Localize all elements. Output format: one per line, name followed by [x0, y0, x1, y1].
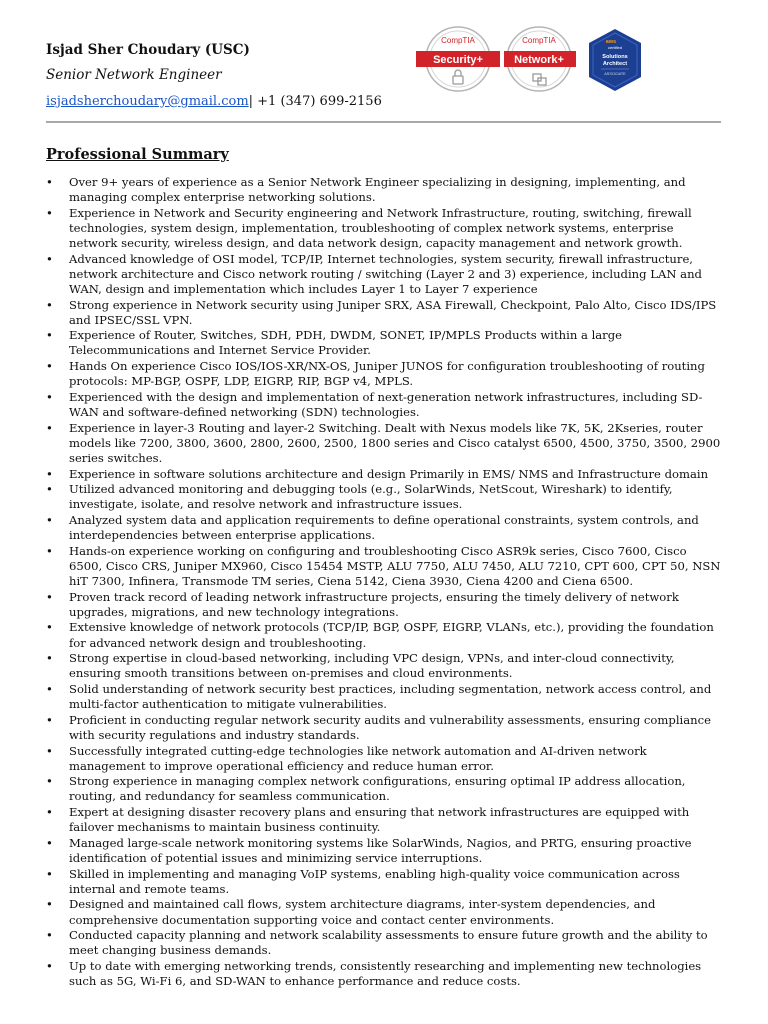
- network-badge-label: Network+: [514, 54, 564, 66]
- list-item: • Proven track record of leading network infrastructure projects, ensuring the timely delivery of network upgrades, migrations, and new technology integrations.: [46, 590, 722, 620]
- list-item: • Utilized advanced monitoring and debugging tools (e.g., SolarWinds, NetScout, Wireshark) to identify, investigate, isolate, and resolve network and infrastructure issues.: [46, 482, 722, 512]
- aws-line1: Solutions: [602, 54, 628, 60]
- list-item: • Experienced with the design and implementation of next-generation network infrastructures, including SD-WAN and software-defined networking (SDN) technologies.: [46, 390, 722, 420]
- security-badge-brand: CompTIA: [441, 36, 475, 45]
- list-item: • Experience in software solutions architecture and design Primarily in EMS/ NMS and Infrastructure domain: [46, 467, 722, 482]
- list-item: • Experience of Router, Switches, SDH, PDH, DWDM, SONET, IP/MPLS Products within a large Telecommunications and Internet Service Provider.: [46, 328, 722, 358]
- professional-summary-heading: Professional Summary: [46, 146, 229, 163]
- network-badge-brand: CompTIA: [522, 36, 556, 45]
- security-badge-label: Security+: [433, 54, 483, 66]
- list-item: • Hands On experience Cisco IOS/IOS-XR/NX-OS, Juniper JUNOS for configuration troubleshooting of routing protocols: MP-BGP, OSPF, LDP, EIGRP, RIP, BGP v4, MPLS.: [46, 359, 722, 389]
- job-title: Senior Network Engineer: [46, 67, 222, 83]
- list-item: • Experience in Network and Security engineering and Network Infrastructure, routing, switching, firewall technologies, system design, implementation, troubleshooting of complex network systems, enterprise network security, wireless design, and data network design, capacity management and network growth.: [46, 206, 722, 251]
- list-item: • Advanced knowledge of OSI model, TCP/IP, Internet technologies, system security, firewall infrastructure, network architecture and Cisco network routing / switching (Layer 2 and 3) experience, including LAN and WAN, design and implementation which includes Layer 1 to Layer 7 experience: [46, 252, 722, 297]
- list-item: • Strong experience in Network security using Juniper SRX, ASA Firewall, Checkpoint, Palo Alto, Cisco IDS/IPS and IPSEC/SSL VPN.: [46, 298, 722, 328]
- aws-solutions-architect-badge: [585, 28, 645, 92]
- list-item: • Skilled in implementing and managing VoIP systems, enabling high-quality voice communication across internal and remote teams.: [46, 867, 722, 897]
- list-item: • Analyzed system data and application requirements to define operational constraints, system controls, and interdependencies between enterprise applications.: [46, 513, 722, 543]
- list-item: • Solid understanding of network security best practices, including segmentation, network access control, and multi-factor authentication to mitigate vulnerabilities.: [46, 682, 722, 712]
- list-item: • Over 9+ years of experience as a Senior Network Engineer specializing in designing, implementing, and managing complex enterprise networking solutions.: [46, 175, 722, 205]
- candidate-name: Isjad Sher Choudary (USC): [46, 42, 250, 58]
- list-item: • Designed and maintained call flows, system architecture diagrams, inter-system dependencies, and comprehensive documentation supporting voice and contact center environments.: [46, 897, 722, 927]
- list-item: • Managed large-scale network monitoring systems like SolarWinds, Nagios, and PRTG, ensuring proactive identification of potential issues and minimizing service interruptions.: [46, 836, 722, 866]
- aws-level: ASSOCIATE: [604, 72, 626, 76]
- list-item: • Strong experience in managing complex network configurations, ensuring optimal IP address allocation, routing, and redundancy for seamless communication.: [46, 774, 722, 804]
- aws-certified-text: certified: [607, 45, 623, 50]
- phone-number: | +1 (347) 699-2156: [248, 94, 382, 109]
- aws-logo-text: aws: [605, 39, 617, 45]
- list-item: • Up to date with emerging networking trends, consistently researching and implementing new technologies such as 5G, Wi-Fi 6, and SD-WAN to enhance performance and reduce costs.: [46, 959, 722, 989]
- list-item: • Extensive knowledge of network protocols (TCP/IP, BGP, OSPF, EIGRP, VLANs, etc.), providing the foundation for advanced network design and troubleshooting.: [46, 620, 722, 650]
- list-item: • Expert at designing disaster recovery plans and ensuring that network infrastructures are equipped with failover mechanisms to maintain business continuity.: [46, 805, 722, 835]
- list-item: • Proficient in conducting regular network security audits and vulnerability assessments, ensuring compliance with security regulations and industry standards.: [46, 713, 722, 743]
- comptia-security-plus-badge: [415, 24, 501, 94]
- list-item: • Strong expertise in cloud-based networking, including VPC design, VPNs, and inter-cloud connectivity, ensuring smooth transitions between on-premises and cloud environments.: [46, 651, 722, 681]
- aws-line2: Architect: [602, 61, 628, 67]
- list-item: • Hands-on experience working on configuring and troubleshooting Cisco ASR9k series, Cisco 7600, Cisco 6500, Cisco CRS, Juniper MX960, Cisco 15454 MSTP, ALU 7750, ALU 7450, ALU 7210, CPT 600, CPT 50, NSN hiT 7300, Infinera, Transmode TM series, Ciena 5142, Ciena 3930, Ciena 4200 and Ciena 6500.: [46, 544, 722, 589]
- email-link[interactable]: isjadsherchoudary@gmail.com: [46, 94, 249, 109]
- certification-badges: [415, 24, 647, 94]
- header-divider: [46, 121, 721, 123]
- summary-list: [46, 175, 722, 990]
- contact-line: [46, 94, 382, 109]
- comptia-network-plus-badge: [501, 24, 579, 94]
- list-item: • Experience in layer-3 Routing and layer-2 Switching. Dealt with Nexus models like 7K, 5K, 2Kseries, router models like 7200, 3800, 3600, 2800, 2600, 2500, 1800 series and Cisco catalyst 6500, 4500, 3750, 3500, 2900 series switches.: [46, 421, 722, 466]
- list-item: • Successfully integrated cutting-edge technologies like network automation and AI-driven network management to improve operational efficiency and reduce human error.: [46, 744, 722, 774]
- list-item: • Conducted capacity planning and network scalability assessments to ensure future growth and the ability to meet changing business demands.: [46, 928, 722, 958]
